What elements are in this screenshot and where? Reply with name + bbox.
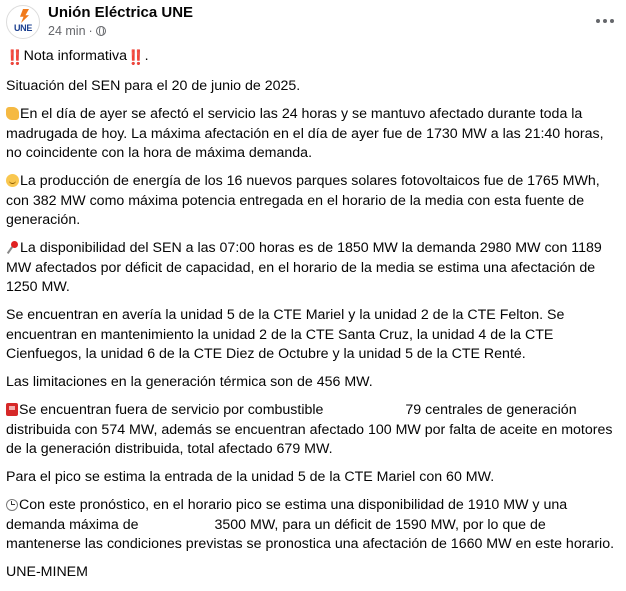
paragraph-forecast: [6, 496, 618, 555]
globe-icon[interactable]: [96, 26, 106, 36]
paragraph-solar: [6, 172, 618, 231]
paragraph-forecast-text-b: 3500 MW, para un déficit de 1590 MW, por lo que de mantenerse las condiciones previstas se pronostica una afectación de 1660 MW en este horario.: [6, 516, 615, 552]
paragraph-fuel: [6, 401, 618, 460]
post-signature: UNE-MINEM: [6, 564, 88, 580]
avatar-label: UNE: [13, 23, 33, 33]
paragraph-yesterday: [6, 105, 618, 164]
page-name-link[interactable]: Unión Eléctrica UNE: [48, 4, 194, 21]
paragraph-breakdowns: Se encuentran en avería la unidad 5 de la CTE Mariel y la unidad 2 de la CTE Felton. Se encuentran en mantenimiento la unidad 2 de la CTE Santa Cruz, la unidad 4 de la CTE Cienfuegos, la unidad 6 de la CTE Diez de Octubre y la unidad 5 de la CTE Renté.: [6, 307, 565, 362]
avatar[interactable]: [6, 5, 40, 39]
paragraph-thermal-limits: Las limitaciones en la generación térmica son de 456 MW.: [6, 374, 373, 390]
paragraph-availability-text: La disponibilidad del SEN a las 07:00 horas es de 1850 MW la demanda 2980 MW con 1189 MW afectados por déficit de capacidad, en el horario de la media se estima una afectación de 1250 MW.: [6, 240, 602, 295]
paragraph-situation: Situación del SEN para el 20 de junio de 2025.: [6, 78, 301, 94]
post-title: Nota informativa: [23, 48, 127, 64]
more-dot-icon: [603, 19, 607, 23]
more-options-button[interactable]: [590, 6, 620, 36]
double-exclamation-icon: ‼️: [126, 50, 144, 66]
lightning-bolt-icon: [19, 9, 29, 23]
more-dot-icon: [596, 19, 600, 23]
fuel-pump-icon: [6, 403, 18, 416]
paragraph-availability: [6, 239, 618, 298]
paragraph-fuel-text-b: 79 centrales de generación distribuida con 574 MW, además se encuentran afectado 100 MW por falta de aceite en motores de la generación distribuida, total afectado 679 MW.: [6, 402, 613, 457]
post-timestamp[interactable]: 24 min: [48, 24, 86, 38]
paragraph-yesterday-text: En el día de ayer se afectó el servicio las 24 horas y se mantuvo afectado durante toda la madrugada de hoy. La máxima afectación en el día de ayer fue de 1730 MW a las 21:40 horas, no coincidente con la hora de máxima demanda.: [6, 106, 604, 161]
more-dot-icon: [610, 19, 614, 23]
double-exclamation-icon: ‼️: [6, 50, 23, 66]
paragraph-solar-text: La producción de energía de los 16 nuevos parques solares fotovoltaicos fue de 1765 MWh, con 382 MW como máxima potencia entregada en el horario de la media con esta fuente de generación.: [6, 173, 600, 228]
title-period: .: [144, 48, 149, 64]
paragraph-forecast-text-a: Con este pronóstico, en el horario pico se estima una disponibilidad de 1910 MW y una demanda máxima de: [6, 497, 568, 533]
clock-icon: [6, 499, 18, 511]
pushpin-icon: [6, 241, 19, 254]
meta-separator: ·: [88, 24, 93, 38]
smiling-face-icon: [6, 174, 19, 187]
post-body: [6, 47, 618, 591]
post-meta: [48, 24, 106, 38]
paragraph-peak: Para el pico se estima la entrada de la unidad 5 de la CTE Mariel con 60 MW.: [6, 469, 495, 485]
pointing-hand-icon: [6, 107, 19, 120]
post-header: [0, 0, 626, 44]
post-title-line: [6, 47, 618, 69]
paragraph-fuel-text-a: Se encuentran fuera de servicio por combustible: [19, 402, 324, 418]
